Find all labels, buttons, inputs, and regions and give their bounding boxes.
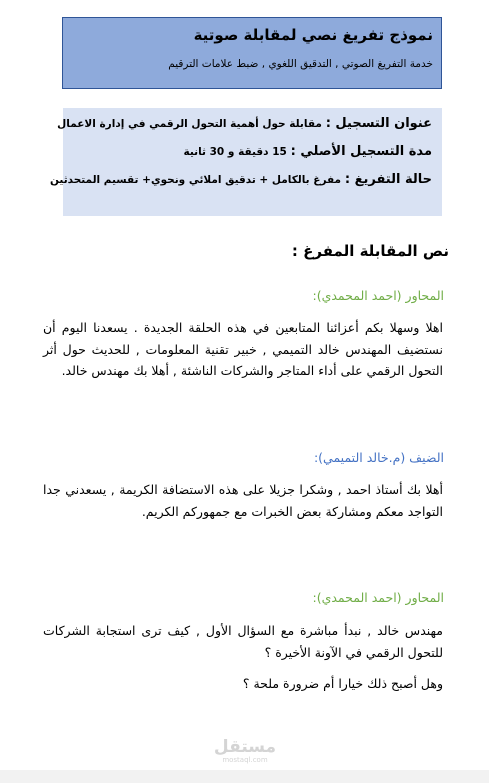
- recording-title-value: مقابلة حول أهمية التحول الرقمي في إدارة الاعمال: [57, 118, 322, 130]
- transcript-section-title: نص المقابلة المفرغ :: [291, 242, 449, 260]
- speaker-label-interviewer: المحاور (احمد المحمدي):: [312, 288, 444, 303]
- recording-title-label: عنوان التسجيل :: [325, 116, 432, 131]
- header-box: [62, 17, 442, 89]
- dialogue-paragraph: مهندس خالد , نبدأ مباشرة مع السؤال الأول , كيف ترى استجابة الشركات للتحول الرقمي في الآونة الأخيرة ؟: [43, 623, 443, 660]
- recording-duration-line: [73, 142, 432, 161]
- transcription-status-value: مفرغ بالكامل + تدقيق املائي ونحوي+ تقسيم المتحدثين: [49, 174, 342, 186]
- document-title: نموذج تفريغ نصي لمقابلة صوتية: [193, 26, 433, 44]
- watermark-url: mostaql.com: [222, 756, 268, 764]
- dialogue-paragraph: أهلا بك أستاذ احمد , وشكرا جزيلا على هذه الاستضافة الكريمة , يسعدني جدا التواجد معكم ومشاركة بعض الخبرات مع جمهوركم الكريم.: [43, 482, 443, 519]
- watermark-logo-text: مستقل: [213, 737, 277, 757]
- recording-duration-value: 15 دقيقة و 30 ثانية: [183, 146, 287, 158]
- mostaql-watermark: [210, 738, 280, 765]
- transcription-status-line: [49, 170, 432, 189]
- document-subtitle: خدمة التفريغ الصوتي , التدقيق اللغوي , ضبط علامات الترقيم: [168, 58, 433, 70]
- dialogue-paragraph: اهلا وسهلا بكم أعزائنا المتابعين في هذه الحلقة الجديدة . يسعدنا اليوم أن نستضيف المهندس خالد التميمي , خبير تقنية المعلومات , للحديث حول أثر التحول الرقمي على أداء المتاجر والشركات الناشئة , أهلا بك مهندس خالد.: [43, 320, 443, 378]
- recording-info-box: [49, 108, 442, 216]
- transcription-status-label: حالة التفريغ :: [344, 172, 432, 187]
- speaker-label-interviewer: المحاور (احمد المحمدي):: [312, 590, 444, 605]
- dialogue-paragraph: وهل أصبح ذلك خيارا أم ضرورة ملحة ؟: [242, 676, 443, 691]
- recording-duration-label: مدة التسجيل الأصلي :: [290, 144, 432, 159]
- page-footer-strip: [0, 770, 489, 783]
- recording-title-line: [57, 114, 432, 133]
- speaker-label-guest: الضيف (م.خالد التميمي):: [313, 450, 444, 465]
